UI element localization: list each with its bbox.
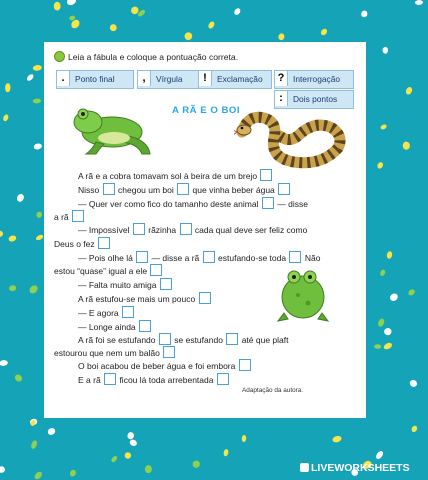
story-line-15: O boi acabou de beber água e foi embora (78, 359, 252, 372)
polka-dot (5, 83, 11, 92)
polka-dot (28, 284, 39, 295)
polka-dot (411, 425, 419, 433)
polka-dot (0, 466, 5, 473)
polka-dot (360, 10, 368, 19)
story-line-12: — Longe ainda (78, 320, 152, 333)
polka-dot (332, 435, 343, 443)
answer-box[interactable] (150, 264, 162, 276)
polka-dot (403, 142, 410, 150)
polka-dot (127, 431, 135, 440)
polka-dot (383, 327, 392, 336)
polka-dot (9, 285, 17, 292)
answer-box[interactable] (289, 251, 301, 263)
puffed-frog-icon (274, 267, 332, 323)
polka-dot (207, 20, 215, 29)
polka-dot (386, 251, 393, 259)
polka-dot (233, 7, 242, 16)
answer-box[interactable] (163, 346, 175, 358)
polka-dot (145, 465, 153, 473)
polka-dot (242, 435, 247, 442)
polka-dot (383, 342, 393, 351)
answer-box[interactable] (262, 197, 274, 209)
answer-box[interactable] (260, 169, 272, 181)
story-line-4: a rã (54, 210, 85, 223)
credit-text: Adaptação da autora. (242, 387, 304, 394)
legend-virgula: , Vírgula (137, 70, 199, 89)
polka-dot (32, 65, 42, 72)
polka-dot (110, 455, 118, 463)
polka-dot (30, 440, 38, 450)
polka-dot (376, 161, 384, 170)
answer-box[interactable] (203, 251, 215, 263)
answer-box[interactable] (103, 183, 115, 195)
polka-dot (129, 438, 138, 447)
liveworksheets-logo: LIVEWORKSHEETS (300, 462, 410, 474)
polka-dot (54, 2, 61, 11)
story-line-11: — E agora (78, 306, 135, 319)
polka-dot (408, 379, 418, 389)
story-line-10: A rã estufou-se mais um pouco (78, 292, 212, 305)
polka-dot (183, 31, 194, 42)
polka-dot (223, 449, 229, 457)
answer-box[interactable] (133, 223, 145, 235)
answer-box[interactable] (239, 359, 251, 371)
story-line-14: estourou que nem um balão (54, 346, 176, 359)
bullet-icon (54, 51, 65, 62)
polka-dot (2, 114, 9, 122)
polka-dot (35, 234, 44, 242)
polka-dot (33, 143, 42, 150)
answer-box[interactable] (104, 373, 116, 385)
story-line-3: — Quer ver como fico do tamanho deste animal — disse (78, 199, 308, 209)
answer-box[interactable] (159, 333, 171, 345)
polka-dot (379, 269, 386, 277)
polka-dot (69, 469, 77, 478)
polka-dot (8, 234, 17, 242)
legend-ponto-final: . Ponto final (56, 70, 134, 89)
worksheet (44, 42, 366, 418)
answer-box[interactable] (177, 183, 189, 195)
polka-dot (109, 24, 117, 32)
answer-box[interactable] (98, 237, 110, 249)
polka-dot (33, 98, 42, 103)
story-line-2: Nisso chegou um boi que vinha beber água (78, 183, 291, 196)
story-title: A RÃ E O BOI (172, 105, 241, 116)
polka-dot (389, 292, 400, 303)
snake-icon (234, 108, 346, 170)
story-line-7: — Pois olhe lá — disse a rã estufando-se toda Não (78, 253, 321, 263)
answer-box[interactable] (278, 183, 290, 195)
polka-dot (405, 86, 414, 96)
polka-dot (14, 373, 24, 383)
legend-interrogacao: ? Interrogação (274, 70, 354, 89)
instruction: Leia a fábula e coloque a pontuação correta. (54, 51, 238, 62)
story-line-6: Deus o fez (54, 237, 111, 250)
polka-dot (33, 470, 43, 480)
liveworksheets-icon (300, 463, 309, 472)
polka-dot (35, 211, 42, 219)
answer-box[interactable] (72, 210, 84, 222)
polka-dot (124, 451, 133, 460)
polka-dot (374, 344, 381, 349)
polka-dot (191, 459, 201, 469)
answer-box[interactable] (136, 251, 148, 263)
story-line-5: — Impossível rãzinha cada qual deve ser feliz como (78, 225, 308, 235)
answer-box[interactable] (217, 373, 229, 385)
polka-dot (0, 360, 8, 367)
polka-dot (375, 450, 385, 461)
frog-icon (66, 98, 156, 158)
polka-dot (26, 73, 35, 82)
polka-dot (407, 288, 416, 297)
story-line-8: estou “quase” igual a ele (54, 264, 163, 277)
answer-box[interactable] (139, 320, 151, 332)
polka-dot (380, 123, 388, 130)
polka-dot (320, 28, 329, 37)
answer-box[interactable] (226, 333, 238, 345)
answer-box[interactable] (199, 292, 211, 304)
polka-dot (66, 0, 77, 6)
legend-exclamacao: ! Exclamação (198, 70, 272, 89)
polka-dot (0, 230, 3, 237)
polka-dot (16, 193, 26, 203)
polka-dot (415, 0, 423, 5)
story-line-9: — Falta muito amiga (78, 278, 173, 291)
story-line-13: A rã foi se estufando se estufando até que plaft (78, 335, 289, 345)
polka-dot (47, 427, 57, 436)
answer-box[interactable] (180, 223, 192, 235)
polka-dot (377, 318, 385, 328)
polka-dot (382, 47, 388, 54)
story-line-16: E a rã ficou lá toda arrebentada (78, 373, 230, 386)
legend-dois-pontos: : Dois pontos (274, 90, 354, 109)
answer-box[interactable] (122, 306, 134, 318)
answer-box[interactable] (160, 278, 172, 290)
polka-dot (278, 33, 285, 41)
story-line-1: A rã e a cobra tomavam sol à beira de um brejo (78, 169, 273, 182)
